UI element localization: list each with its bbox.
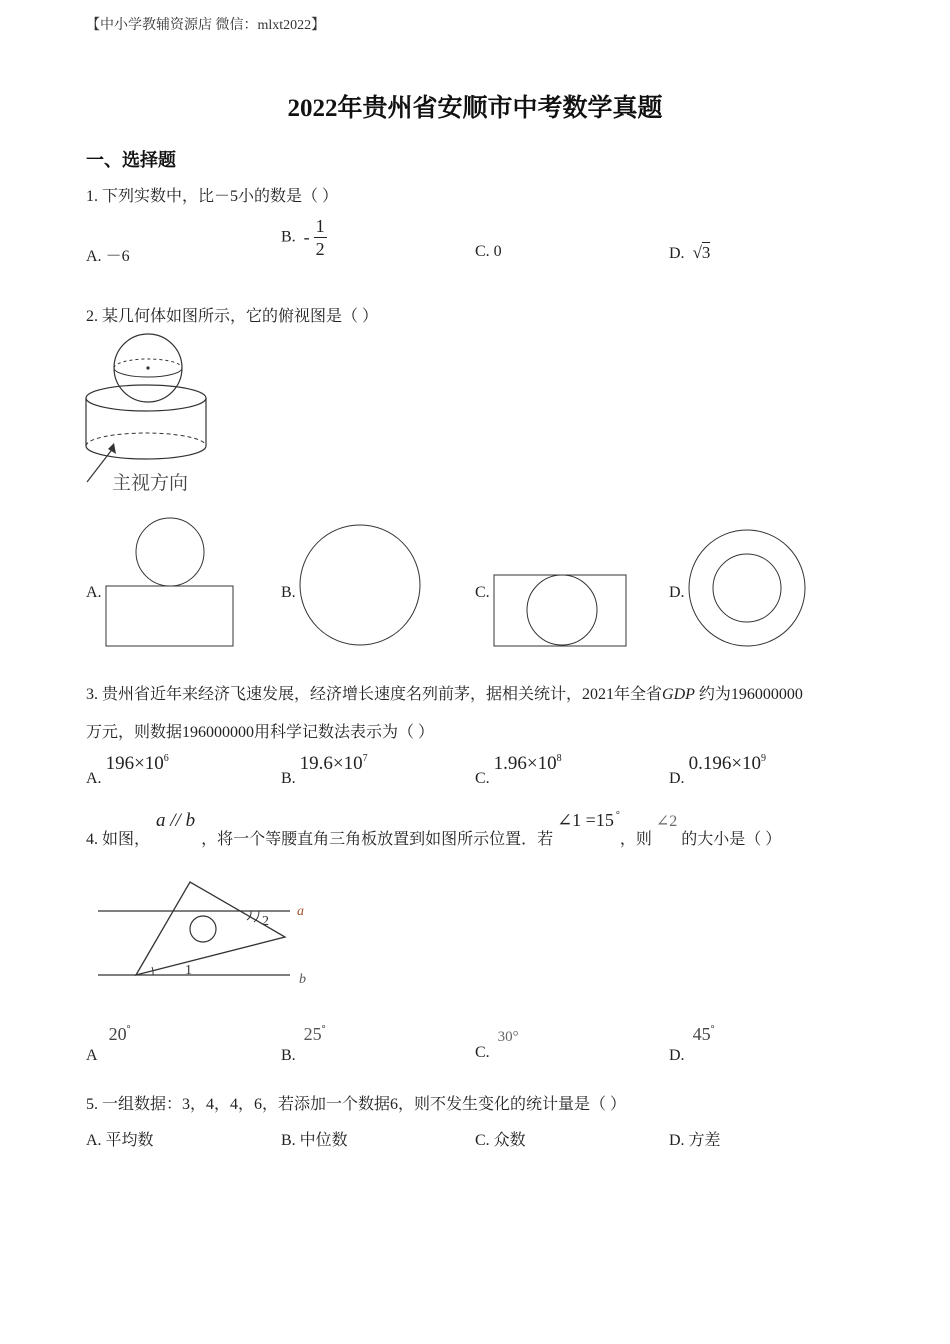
q3-option-b (281, 753, 368, 787)
q4-option-b (281, 1024, 326, 1064)
option-label: A. (86, 248, 102, 265)
option-label: B. (281, 228, 296, 246)
q5-option-d: D. 方差 (669, 1132, 721, 1149)
option-value: 25 (303, 1024, 322, 1044)
option-label: A (86, 1047, 97, 1064)
section-heading: 一、选择题 (86, 150, 176, 170)
q1-stem: 1. 下列实数中，比－5小的数是（ ） (86, 188, 339, 205)
degree-symbol: ° (512, 1029, 519, 1045)
q4-option-c (475, 1028, 519, 1061)
q2-option-d-figure (685, 526, 811, 652)
degree-symbol: ° (710, 1024, 715, 1035)
angle-2-label: 2 (262, 914, 269, 929)
page-title: 2022年贵州省安顺市中考数学真题 (287, 95, 663, 122)
q4-option-d (669, 1024, 715, 1064)
fraction (314, 215, 327, 260)
degree-symbol: ° (321, 1024, 326, 1035)
q3-stem-part2: 约为196000000 (698, 686, 803, 703)
option-exponent: 8 (556, 753, 562, 764)
q2-option-b-label: B. (281, 584, 296, 601)
option-label: C. (475, 1044, 490, 1061)
option-label: B. (281, 1047, 296, 1064)
q5-option-c: C. 众数 (475, 1132, 526, 1149)
option-label: D. (669, 770, 685, 787)
q4-stem-part2: ，将一个等腰直角三角板放置到如图所示位置．若 (201, 831, 554, 848)
sqrt-icon: √ (692, 243, 702, 262)
q1-option-c (475, 243, 502, 261)
fraction-denominator: 2 (315, 239, 325, 259)
option-label: D. (669, 1047, 685, 1064)
option-exponent: 6 (163, 753, 169, 764)
page-header: 【中小学教辅资源店 微信：mlxt2022】 (86, 18, 326, 33)
line-a-label: a (297, 904, 304, 919)
option-value: 30 (497, 1029, 513, 1045)
angle-1-label: 1 (185, 963, 192, 978)
q4-stem-part3: ，则 (619, 831, 652, 848)
q1-option-b (281, 215, 327, 260)
option-exponent: 7 (362, 753, 368, 764)
q5-option-b: B. 中位数 (281, 1132, 348, 1149)
option-value: 19.6×10 (299, 753, 363, 774)
q4-parallel: a // b (156, 810, 196, 831)
q3-option-c (475, 753, 562, 787)
q5-option-a: A. 平均数 (86, 1132, 154, 1149)
degree-symbol: ° (615, 810, 620, 821)
q4-angle1: ∠1 =15 (557, 810, 614, 830)
q4-stem-part4: 的大小是（ ） (681, 831, 782, 848)
line-b-label: b (299, 972, 306, 987)
q3-gdp: GDP (662, 686, 695, 703)
option-value: 20 (108, 1024, 127, 1044)
q3-option-d (669, 753, 767, 787)
option-label: B. (281, 770, 296, 787)
option-value: 0 (493, 243, 502, 260)
q4-figure (95, 875, 325, 995)
q1-option-d (669, 243, 710, 263)
q2-option-c-figure (490, 570, 630, 650)
option-value: 45 (692, 1024, 711, 1044)
degree-symbol: ° (126, 1024, 131, 1035)
q2-stem: 2. 某几何体如图所示，它的俯视图是（ ） (86, 308, 379, 325)
q4-stem-part1: 4. 如图， (86, 831, 151, 848)
q1-option-a (86, 243, 130, 266)
q5-stem: 5. 一组数据：3，4，4，6，若添加一个数据6，则不发生变化的统计量是（ ） (86, 1096, 627, 1113)
q2-option-b-figure (295, 520, 425, 650)
option-value: 0.196×10 (688, 753, 762, 774)
option-label: C. (475, 770, 490, 787)
q3-stem-part1: 3. 贵州省近年来经济飞速发展，经济增长速度名列前茅，据相关统计，2021年全省 (86, 686, 663, 703)
q2-direction-label: 主视方向 (112, 473, 189, 494)
q3-option-a (86, 753, 169, 787)
q2-option-a-figure (100, 512, 240, 652)
q4-stem (86, 808, 781, 848)
option-value: 196×10 (105, 753, 164, 774)
q3-stem-line1 (86, 681, 803, 704)
q2-option-d-label: D. (669, 584, 685, 601)
q4-option-a (86, 1024, 131, 1064)
fraction-numerator: 1 (315, 216, 325, 236)
option-label: C. (475, 243, 490, 260)
q4-angle2: ∠2 (655, 813, 678, 830)
q2-option-c-label: C. (475, 584, 490, 601)
radicand: 3 (701, 243, 711, 262)
fraction-sign: - (303, 227, 310, 247)
q3-stem-line2: 万元，则数据196000000用科学记数法表示为（ ） (86, 724, 435, 741)
option-exponent: 9 (761, 753, 767, 764)
option-value: －6 (105, 248, 130, 265)
q2-option-a-label: A. (86, 584, 102, 601)
option-label: A. (86, 770, 102, 787)
option-label: D. (669, 245, 685, 262)
option-value: 1.96×10 (493, 753, 557, 774)
